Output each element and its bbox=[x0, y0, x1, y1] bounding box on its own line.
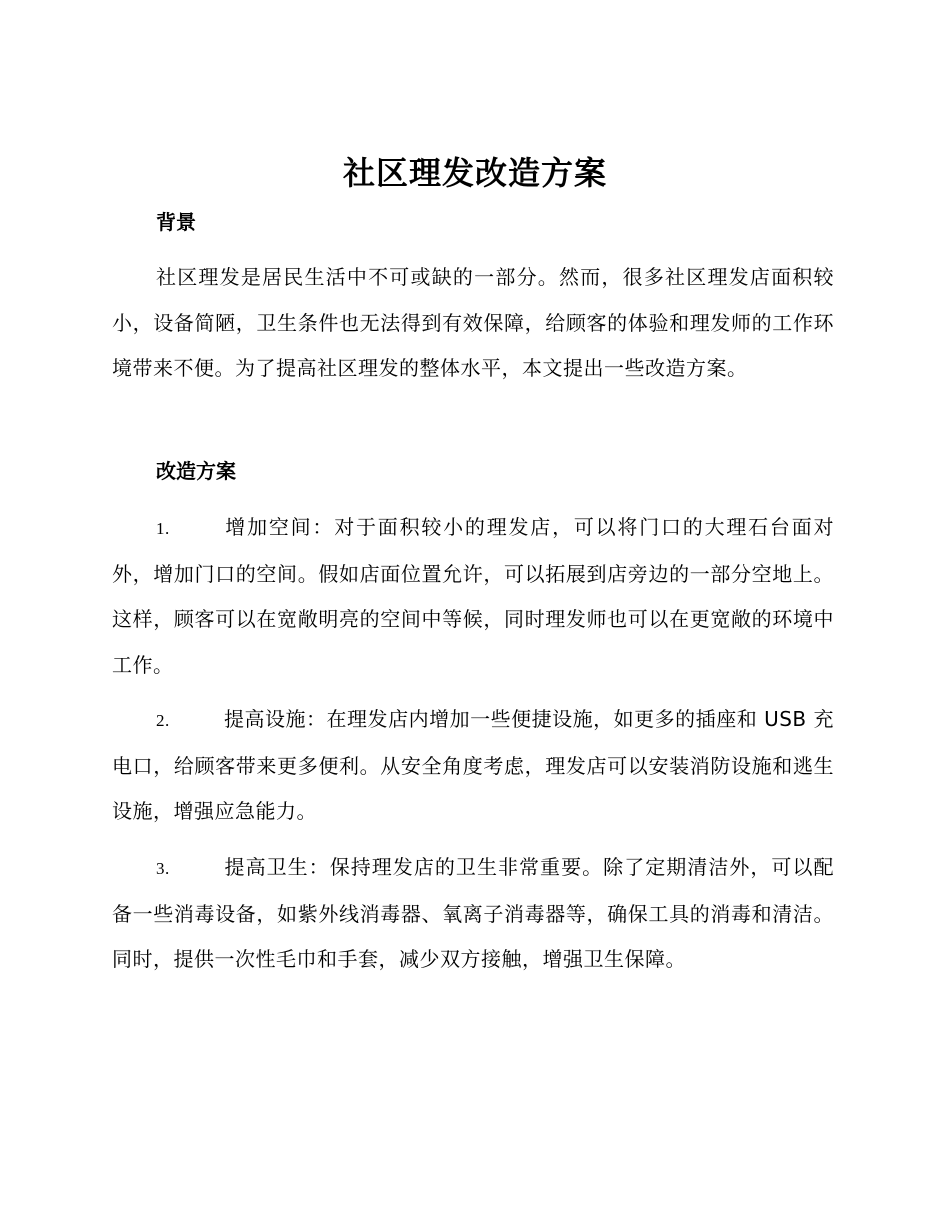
plan-item-number: 2. bbox=[156, 711, 170, 730]
plan-item-number: 3. bbox=[156, 859, 170, 878]
plan-item-3 bbox=[112, 845, 834, 983]
document-title: 社区理发改造方案 bbox=[342, 154, 607, 192]
plan-item-number: 1. bbox=[156, 519, 170, 538]
plan-item-2 bbox=[112, 697, 834, 835]
plan-item-text: 提高设施：在理发店内增加一些便捷设施，如更多的插座和 USB 充电口，给顾客带来更多便利。从安全角度考虑，理发店可以安装消防设施和逃生设施，增强应急能力。 bbox=[112, 707, 834, 823]
plan-item-1 bbox=[112, 505, 834, 688]
plan-item-text: 提高卫生：保持理发店的卫生非常重要。除了定期清洁外，可以配备一些消毒设备，如紫外线消毒器、氧离子消毒器等，确保工具的消毒和清洁。同时，提供一次性毛巾和手套，减少双方接触，增强卫生保障。 bbox=[112, 855, 834, 971]
background-paragraph: 社区理发是居民生活中不可或缺的一部分。然而，很多社区理发店面积较小，设备简陋，卫生条件也无法得到有效保障，给顾客的体验和理发师的工作环境带来不便。为了提高社区理发的整体水平，本文提出一些改造方案。 bbox=[112, 265, 834, 380]
plan-item-text: 增加空间：对于面积较小的理发店，可以将门口的大理石台面对外，增加门口的空间。假如店面位置允许，可以拓展到店旁边的一部分空地上。这样，顾客可以在宽敞明亮的空间中等候，同时理发师也可以在更宽敞的环境中工作。 bbox=[112, 515, 834, 677]
section-heading-plan: 改造方案 bbox=[156, 459, 236, 483]
section-heading-background: 背景 bbox=[156, 210, 196, 234]
